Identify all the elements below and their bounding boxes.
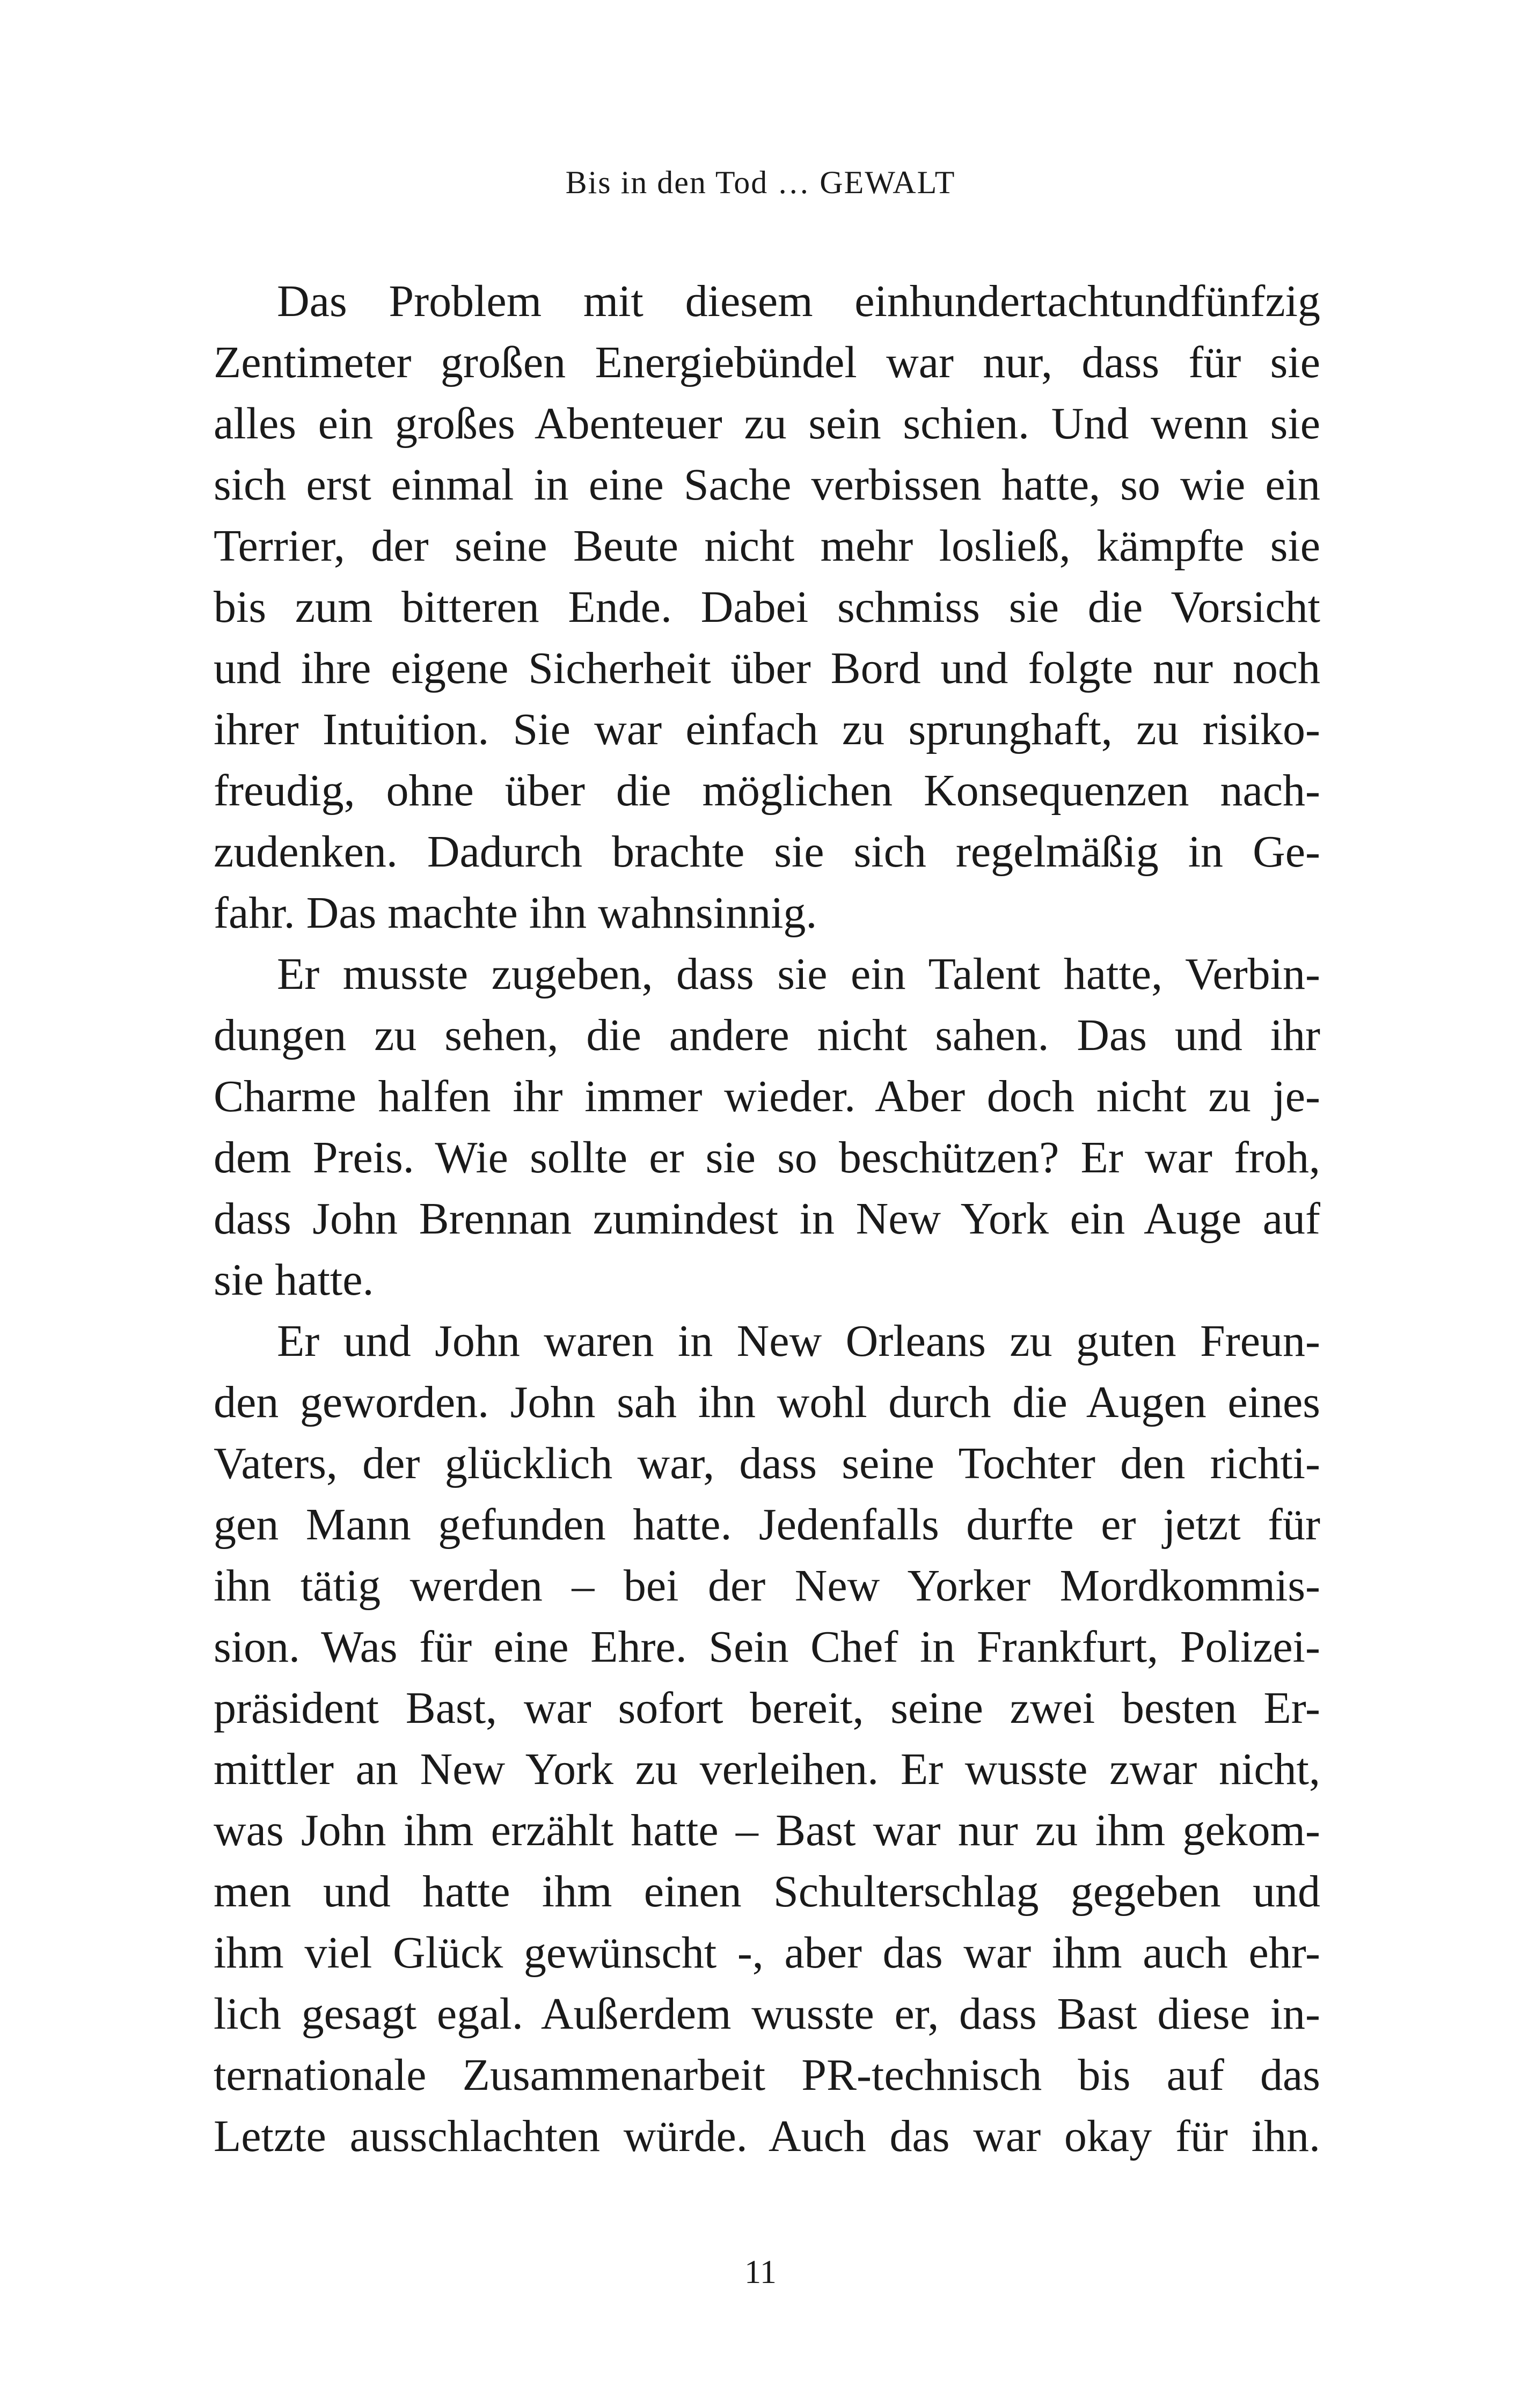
text-line: Terrier, der seine Beute nicht mehr losließ, kämpfte sie xyxy=(214,521,1320,571)
text-line: Letzte ausschlachten würde. Auch das war okay für ihn. xyxy=(214,2111,1320,2161)
running-header: Bis in den Tod … GEWALT xyxy=(565,165,956,200)
text-line: ihrer Intuition. Sie war einfach zu sprunghaft, zu risiko- xyxy=(214,704,1320,754)
text-line: dass John Brennan zumindest in New York ein Auge auf xyxy=(214,1194,1320,1244)
text-line: bis zum bitteren Ende. Dabei schmiss sie die Vorsicht xyxy=(214,582,1320,632)
text-line: Das Problem mit diesem einhundertachtundfünfzig xyxy=(277,276,1320,326)
text-line: den geworden. John sah ihn wohl durch die Augen eines xyxy=(214,1377,1320,1427)
text-line: was John ihm erzählt hatte – Bast war nur zu ihm gekom- xyxy=(214,1805,1320,1855)
text-line: ternationale Zusammenarbeit PR-technisch bis auf das xyxy=(214,2050,1320,2100)
text-line: zudenken. Dadurch brachte sie sich regelmäßig in Ge- xyxy=(214,827,1320,877)
text-line: sion. Was für eine Ehre. Sein Chef in Frankfurt, Polizei- xyxy=(214,1622,1320,1672)
body-text xyxy=(214,271,1320,2167)
text-line: dungen zu sehen, die andere nicht sahen. Das und ihr xyxy=(214,1010,1320,1060)
text-line: fahr. Das machte ihn wahnsinnig. xyxy=(214,888,817,938)
text-line: Er und John waren in New Orleans zu guten Freun- xyxy=(277,1316,1320,1366)
text-line: Charme halfen ihr immer wieder. Aber doch nicht zu je- xyxy=(214,1071,1320,1121)
text-line: men und hatte ihm einen Schulterschlag gegeben und xyxy=(214,1867,1320,1917)
text-line: Er musste zugeben, dass sie ein Talent hatte, Verbin- xyxy=(277,949,1320,999)
text-line: ihn tätig werden – bei der New Yorker Mordkommis- xyxy=(214,1561,1320,1611)
text-line: Vaters, der glücklich war, dass seine Tochter den richti- xyxy=(214,1438,1320,1488)
text-line: lich gesagt egal. Außerdem wusste er, dass Bast diese in- xyxy=(214,1989,1320,2039)
text-line: gen Mann gefunden hatte. Jedenfalls durfte er jetzt für xyxy=(214,1500,1320,1550)
text-line: freudig, ohne über die möglichen Konsequenzen nach- xyxy=(214,766,1320,816)
text-line: mittler an New York zu verleihen. Er wusste zwar nicht, xyxy=(214,1744,1320,1794)
page-number: 11 xyxy=(744,2254,777,2290)
text-line: sich erst einmal in eine Sache verbissen hatte, so wie ein xyxy=(214,460,1320,510)
text-line: dem Preis. Wie sollte er sie so beschützen? Er war froh, xyxy=(214,1133,1320,1183)
text-line: ihm viel Glück gewünscht -, aber das war ihm auch ehr- xyxy=(214,1928,1320,1978)
text-line: Zentimeter großen Energiebündel war nur, dass für sie xyxy=(214,337,1320,387)
text-line: und ihre eigene Sicherheit über Bord und folgte nur noch xyxy=(214,643,1320,693)
text-line: sie hatte. xyxy=(214,1255,374,1305)
text-line: alles ein großes Abenteuer zu sein schien. Und wenn sie xyxy=(214,399,1320,449)
text-line: präsident Bast, war sofort bereit, seine zwei besten Er- xyxy=(214,1683,1320,1733)
